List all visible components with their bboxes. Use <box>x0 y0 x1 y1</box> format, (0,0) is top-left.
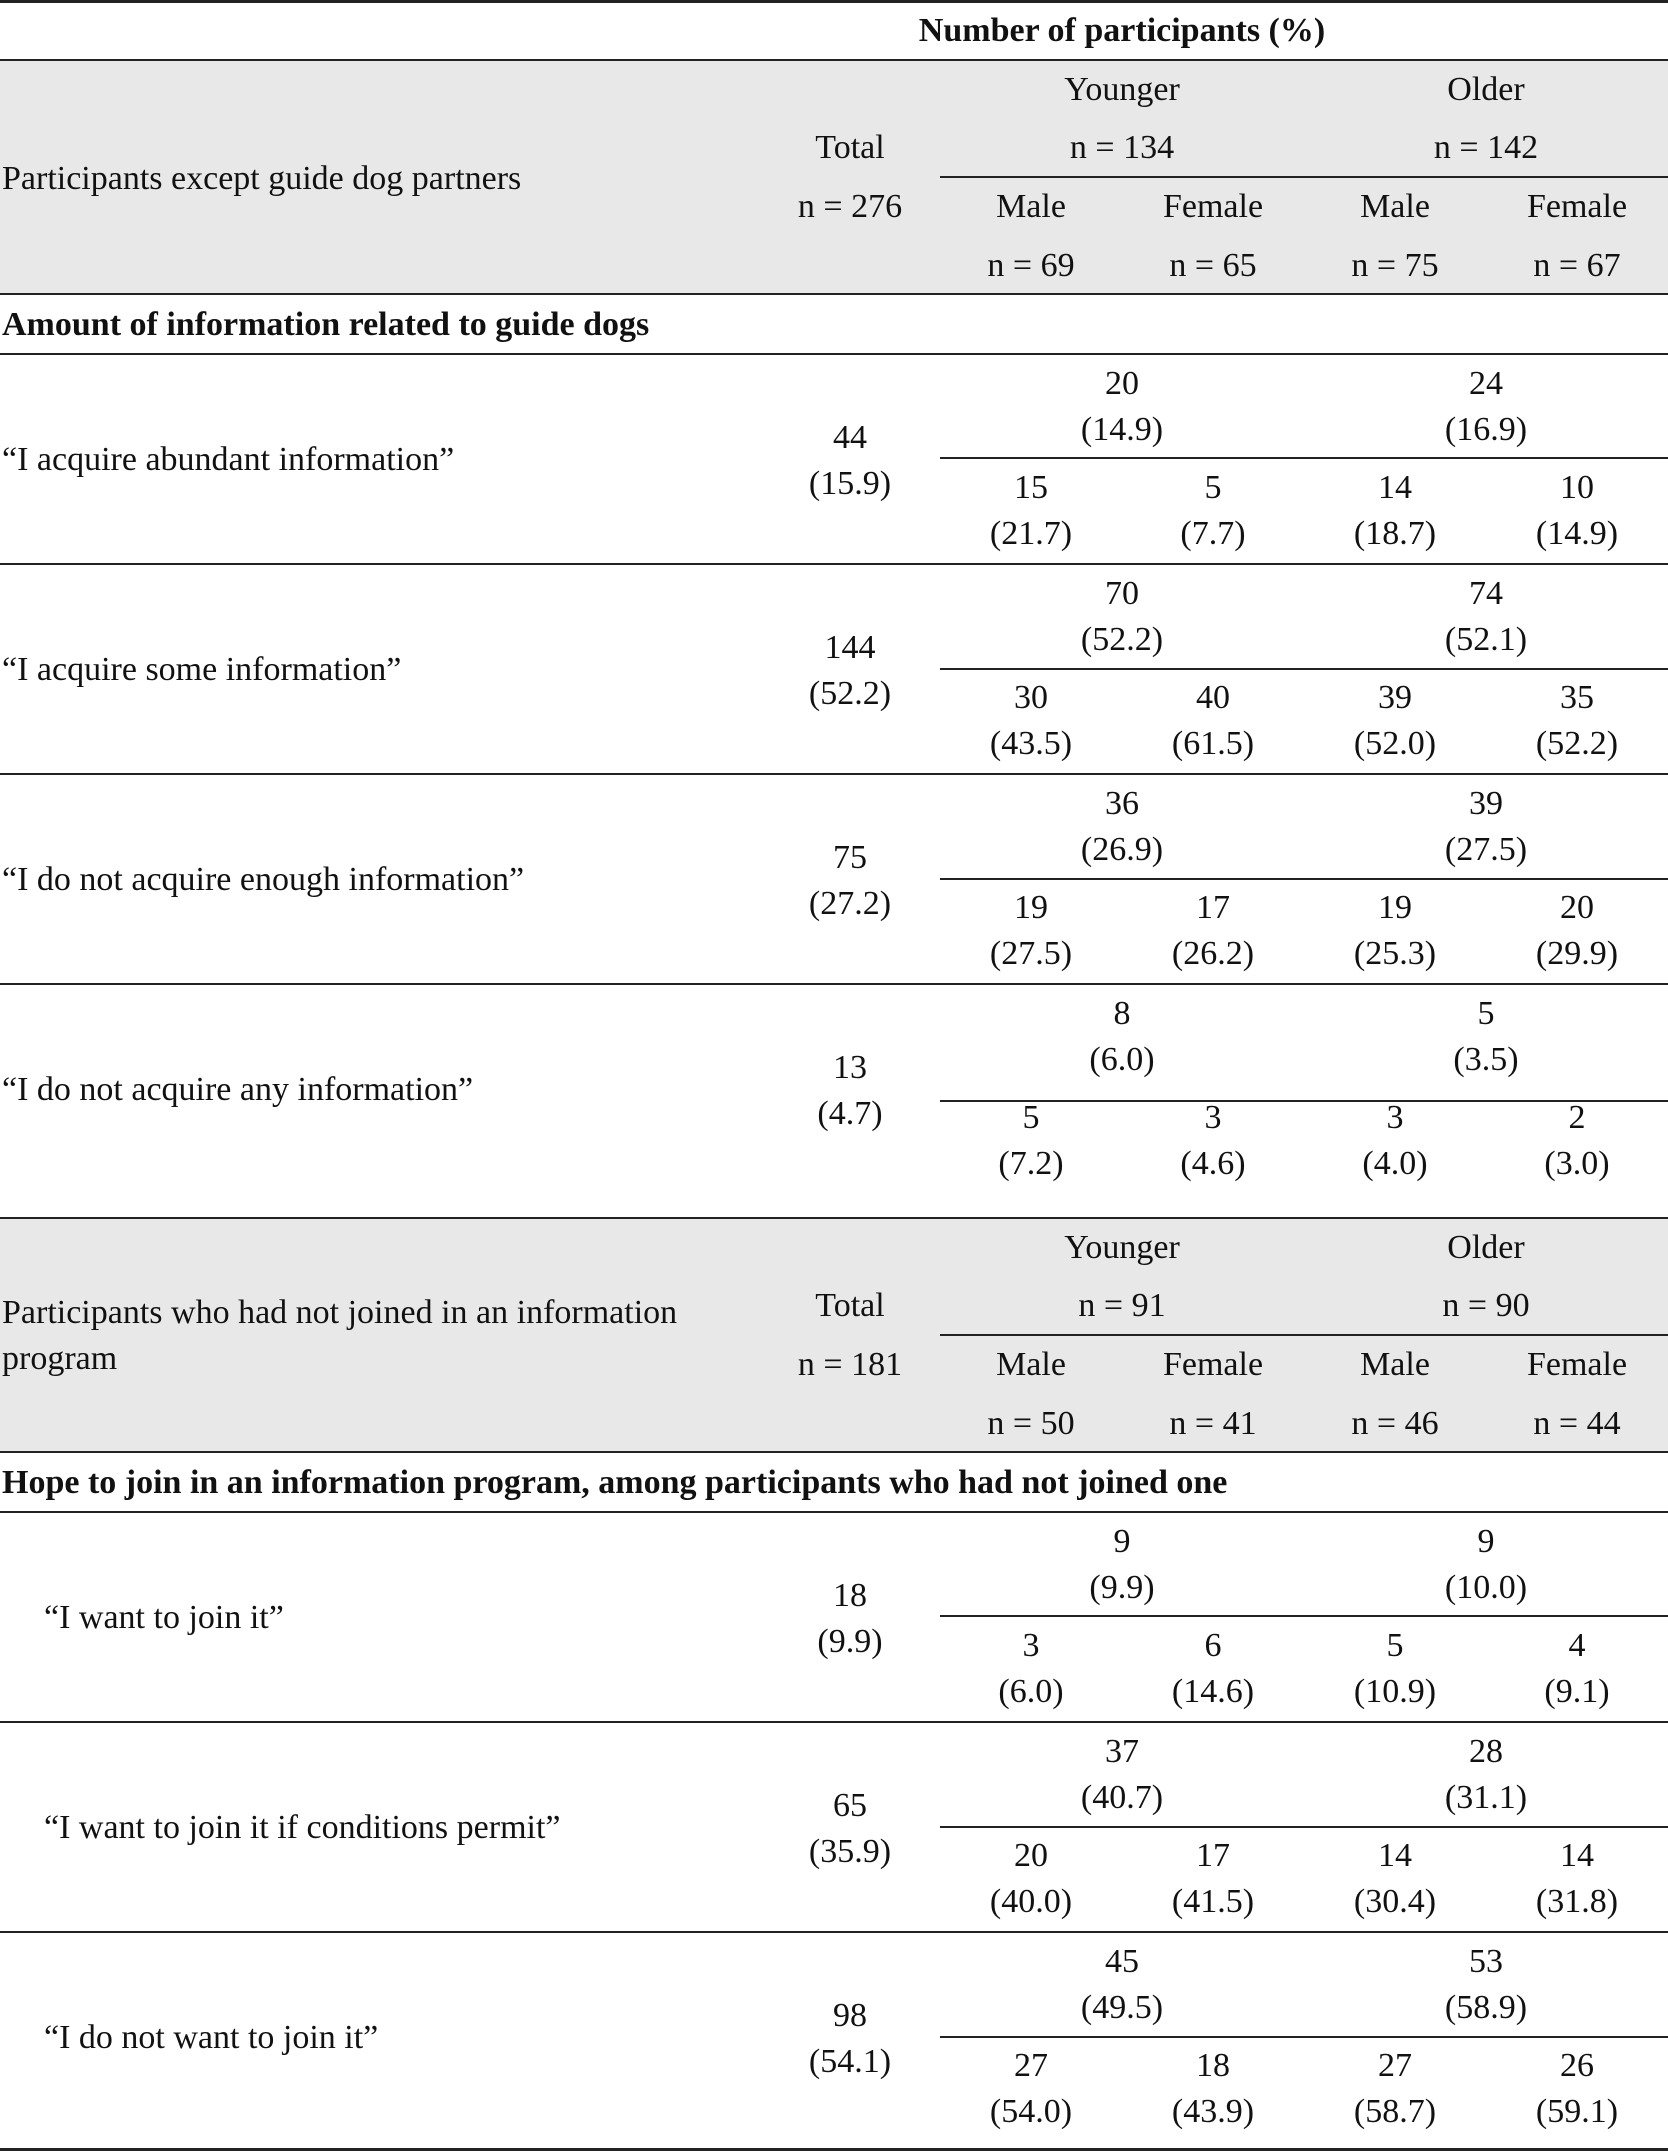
count-value: 19 <box>1378 889 1412 926</box>
older-female-cell <box>1477 1623 1668 1715</box>
count-value: 14 <box>1560 1837 1594 1874</box>
younger-male-label: Male <box>996 188 1066 225</box>
younger-male-cell <box>931 465 1131 557</box>
older-male-cell <box>1295 2043 1495 2135</box>
older-female-cell <box>1477 465 1668 557</box>
total-cell <box>750 1045 950 1137</box>
percent-value: (30.4) <box>1353 1883 1437 1920</box>
younger-cell <box>1022 1729 1222 1821</box>
rule <box>0 983 1668 985</box>
count-value: 45 <box>1105 1943 1139 1980</box>
younger-male-cell <box>931 1095 1131 1187</box>
younger-label: Younger <box>1064 1229 1180 1266</box>
total-cell <box>750 625 950 717</box>
percent-value: (35.9) <box>808 1833 892 1870</box>
total-n: n = 276 <box>797 188 903 225</box>
count-value: 27 <box>1014 2047 1048 2084</box>
count-value: 18 <box>1196 2047 1230 2084</box>
older-n: n = 90 <box>1442 1287 1530 1324</box>
percent-value: (9.9) <box>1089 1569 1155 1606</box>
rule <box>0 1721 1668 1723</box>
younger-cell <box>1022 1939 1222 2031</box>
younger-male-cell <box>931 675 1131 767</box>
percent-value: (4.6) <box>1180 1145 1246 1182</box>
percent-value: (29.9) <box>1535 935 1619 972</box>
older-female-cell <box>1477 1833 1668 1925</box>
older-male-cell <box>1295 1623 1495 1715</box>
count-value: 14 <box>1378 1837 1412 1874</box>
percent-value: (27.5) <box>1444 831 1528 868</box>
younger-female-n: n = 65 <box>1169 247 1257 284</box>
row-label: “I do not want to join it” <box>44 2019 379 2056</box>
count-value: 14 <box>1378 469 1412 506</box>
younger-male-n: n = 69 <box>987 247 1075 284</box>
subrule <box>940 878 1668 880</box>
count-value: 4 <box>1568 1627 1586 1664</box>
older-label: Older <box>1447 71 1525 108</box>
group-label-cont: program <box>2 1340 118 1377</box>
count-value: 5 <box>1022 1099 1040 1136</box>
younger-male-cell <box>931 1833 1131 1925</box>
older-cell <box>1386 361 1586 453</box>
percent-value: (18.7) <box>1353 515 1437 552</box>
rule <box>0 293 1668 295</box>
percent-value: (27.5) <box>989 935 1073 972</box>
younger-female-cell <box>1113 675 1313 767</box>
older-cell <box>1386 781 1586 873</box>
rule <box>0 1217 1668 1219</box>
older-cell <box>1386 1729 1586 1821</box>
older-female-label: Female <box>1526 1346 1628 1383</box>
count-value: 39 <box>1469 785 1503 822</box>
subrule <box>940 457 1668 459</box>
count-value: 75 <box>833 839 867 876</box>
older-female-n: n = 44 <box>1533 1405 1621 1442</box>
top-rule <box>0 0 1668 3</box>
younger-cell <box>1022 781 1222 873</box>
percent-value: (58.7) <box>1353 2093 1437 2130</box>
subrule <box>940 668 1668 670</box>
older-male-label: Male <box>1360 1346 1430 1383</box>
count-value: 65 <box>833 1787 867 1824</box>
count-value: 17 <box>1196 1837 1230 1874</box>
percent-value: (40.7) <box>1080 1779 1164 1816</box>
older-female-cell <box>1477 1095 1668 1187</box>
younger-label: Younger <box>1064 71 1180 108</box>
older-female-cell <box>1477 885 1668 977</box>
percent-value: (26.9) <box>1080 831 1164 868</box>
percent-value: (26.2) <box>1171 935 1255 972</box>
percent-value: (25.3) <box>1353 935 1437 972</box>
percent-value: (43.5) <box>989 725 1073 762</box>
count-value: 3 <box>1386 1099 1404 1136</box>
percent-value: (54.0) <box>989 2093 1073 2130</box>
count-value: 53 <box>1469 1943 1503 1980</box>
younger-cell <box>1022 571 1222 663</box>
count-value: 35 <box>1560 679 1594 716</box>
count-value: 17 <box>1196 889 1230 926</box>
row-label: “I want to join it if conditions permit” <box>44 1809 561 1846</box>
count-value: 28 <box>1469 1733 1503 1770</box>
count-value: 74 <box>1469 575 1503 612</box>
younger-cell <box>1022 991 1222 1083</box>
bottom-rule <box>0 2148 1668 2151</box>
percent-value: (9.1) <box>1544 1673 1610 1710</box>
percent-value: (52.1) <box>1444 621 1528 658</box>
count-value: 20 <box>1014 1837 1048 1874</box>
group-label: Participants who had not joined in an information <box>2 1294 678 1331</box>
percent-value: (16.9) <box>1444 411 1528 448</box>
count-value: 5 <box>1477 995 1495 1032</box>
percent-value: (14.6) <box>1171 1673 1255 1710</box>
younger-female-label: Female <box>1162 188 1264 225</box>
younger-female-cell <box>1113 1095 1313 1187</box>
section-title: Hope to join in an information program, among participants who had not joined one <box>2 1464 1228 1501</box>
count-value: 20 <box>1560 889 1594 926</box>
older-male-cell <box>1295 1095 1495 1187</box>
percent-value: (9.9) <box>817 1623 883 1660</box>
count-value: 18 <box>833 1577 867 1614</box>
younger-female-n: n = 41 <box>1169 1405 1257 1442</box>
count-value: 26 <box>1560 2047 1594 2084</box>
percent-value: (41.5) <box>1171 1883 1255 1920</box>
percent-value: (52.2) <box>1080 621 1164 658</box>
older-male-cell <box>1295 885 1495 977</box>
count-value: 3 <box>1204 1099 1222 1136</box>
younger-male-cell <box>931 885 1131 977</box>
total-label: Total <box>815 1287 885 1324</box>
younger-n: n = 91 <box>1078 1287 1166 1324</box>
row-label: “I do not acquire enough information” <box>2 861 525 898</box>
percent-value: (6.0) <box>1089 1041 1155 1078</box>
rule <box>0 59 1668 61</box>
total-label: Total <box>815 129 885 166</box>
older-female-cell <box>1477 675 1668 767</box>
rule <box>0 353 1668 355</box>
subrule <box>940 1615 1668 1617</box>
total-cell <box>750 1783 950 1875</box>
older-male-n: n = 75 <box>1351 247 1439 284</box>
older-cell <box>1386 571 1586 663</box>
younger-male-cell <box>931 1623 1131 1715</box>
older-cell <box>1386 991 1586 1083</box>
count-value: 9 <box>1113 1523 1131 1560</box>
older-cell <box>1386 1939 1586 2031</box>
rule <box>0 563 1668 565</box>
percent-value: (49.5) <box>1080 1989 1164 2026</box>
younger-female-cell <box>1113 1623 1313 1715</box>
percent-value: (21.7) <box>989 515 1073 552</box>
count-value: 19 <box>1014 889 1048 926</box>
count-value: 5 <box>1386 1627 1404 1664</box>
percent-value: (14.9) <box>1080 411 1164 448</box>
rule <box>0 1511 1668 1513</box>
percent-value: (52.0) <box>1353 725 1437 762</box>
older-male-cell <box>1295 675 1495 767</box>
count-value: 44 <box>833 419 867 456</box>
younger-female-cell <box>1113 885 1313 977</box>
count-value: 9 <box>1477 1523 1495 1560</box>
younger-n: n = 134 <box>1069 129 1175 166</box>
group-label: Participants except guide dog partners <box>2 160 522 197</box>
older-male-label: Male <box>1360 188 1430 225</box>
count-value: 3 <box>1022 1627 1040 1664</box>
percent-value: (3.0) <box>1544 1145 1610 1182</box>
rule <box>0 773 1668 775</box>
count-value: 144 <box>824 629 876 666</box>
percent-value: (58.9) <box>1444 1989 1528 2026</box>
percent-value: (43.9) <box>1171 2093 1255 2130</box>
percent-value: (61.5) <box>1171 725 1255 762</box>
row-label: “I do not acquire any information” <box>2 1071 474 1108</box>
total-cell <box>750 835 950 927</box>
rule <box>0 1451 1668 1453</box>
percent-value: (10.9) <box>1353 1673 1437 1710</box>
older-male-n: n = 46 <box>1351 1405 1439 1442</box>
total-cell <box>750 1993 950 2085</box>
subrule <box>940 1334 1668 1336</box>
count-value: 6 <box>1204 1627 1222 1664</box>
count-value: 27 <box>1378 2047 1412 2084</box>
percent-value: (40.0) <box>989 1883 1073 1920</box>
percent-value: (14.9) <box>1535 515 1619 552</box>
count-value: 10 <box>1560 469 1594 506</box>
younger-male-cell <box>931 2043 1131 2135</box>
percent-value: (31.1) <box>1444 1779 1528 1816</box>
subrule <box>940 176 1668 178</box>
subrule <box>940 1826 1668 1828</box>
super-header: Number of participants (%) <box>918 12 1326 49</box>
older-n: n = 142 <box>1433 129 1539 166</box>
older-female-cell <box>1477 2043 1668 2135</box>
older-male-cell <box>1295 1833 1495 1925</box>
younger-male-label: Male <box>996 1346 1066 1383</box>
count-value: 37 <box>1105 1733 1139 1770</box>
percent-value: (27.2) <box>808 885 892 922</box>
younger-male-n: n = 50 <box>987 1405 1075 1442</box>
count-value: 98 <box>833 1997 867 2034</box>
count-value: 2 <box>1568 1099 1586 1136</box>
younger-female-cell <box>1113 465 1313 557</box>
percent-value: (10.0) <box>1444 1569 1528 1606</box>
percent-value: (59.1) <box>1535 2093 1619 2130</box>
percent-value: (7.2) <box>998 1145 1064 1182</box>
percent-value: (6.0) <box>998 1673 1064 1710</box>
younger-cell <box>1022 1519 1222 1611</box>
older-female-label: Female <box>1526 188 1628 225</box>
count-value: 24 <box>1469 365 1503 402</box>
percent-value: (52.2) <box>808 675 892 712</box>
row-label: “I want to join it” <box>44 1599 284 1636</box>
total-n: n = 181 <box>797 1346 903 1383</box>
younger-female-label: Female <box>1162 1346 1264 1383</box>
count-value: 39 <box>1378 679 1412 716</box>
percent-value: (4.0) <box>1362 1145 1428 1182</box>
count-value: 15 <box>1014 469 1048 506</box>
count-value: 5 <box>1204 469 1222 506</box>
count-value: 13 <box>833 1049 867 1086</box>
section-title: Amount of information related to guide dogs <box>2 306 650 343</box>
percent-value: (31.8) <box>1535 1883 1619 1920</box>
older-cell <box>1386 1519 1586 1611</box>
count-value: 8 <box>1113 995 1131 1032</box>
younger-female-cell <box>1113 1833 1313 1925</box>
subrule <box>940 2036 1668 2038</box>
percent-value: (52.2) <box>1535 725 1619 762</box>
count-value: 40 <box>1196 679 1230 716</box>
count-value: 20 <box>1105 365 1139 402</box>
younger-cell <box>1022 361 1222 453</box>
count-value: 70 <box>1105 575 1139 612</box>
total-cell <box>750 415 950 507</box>
count-value: 30 <box>1014 679 1048 716</box>
percent-value: (54.1) <box>808 2043 892 2080</box>
total-cell <box>750 1573 950 1665</box>
percent-value: (7.7) <box>1180 515 1246 552</box>
percent-value: (3.5) <box>1453 1041 1519 1078</box>
rule <box>0 1931 1668 1933</box>
row-label: “I acquire some information” <box>2 651 402 688</box>
percent-value: (15.9) <box>808 465 892 502</box>
older-label: Older <box>1447 1229 1525 1266</box>
older-female-n: n = 67 <box>1533 247 1621 284</box>
percent-value: (4.7) <box>817 1095 883 1132</box>
older-male-cell <box>1295 465 1495 557</box>
row-label: “I acquire abundant information” <box>2 441 455 478</box>
count-value: 36 <box>1105 785 1139 822</box>
younger-female-cell <box>1113 2043 1313 2135</box>
